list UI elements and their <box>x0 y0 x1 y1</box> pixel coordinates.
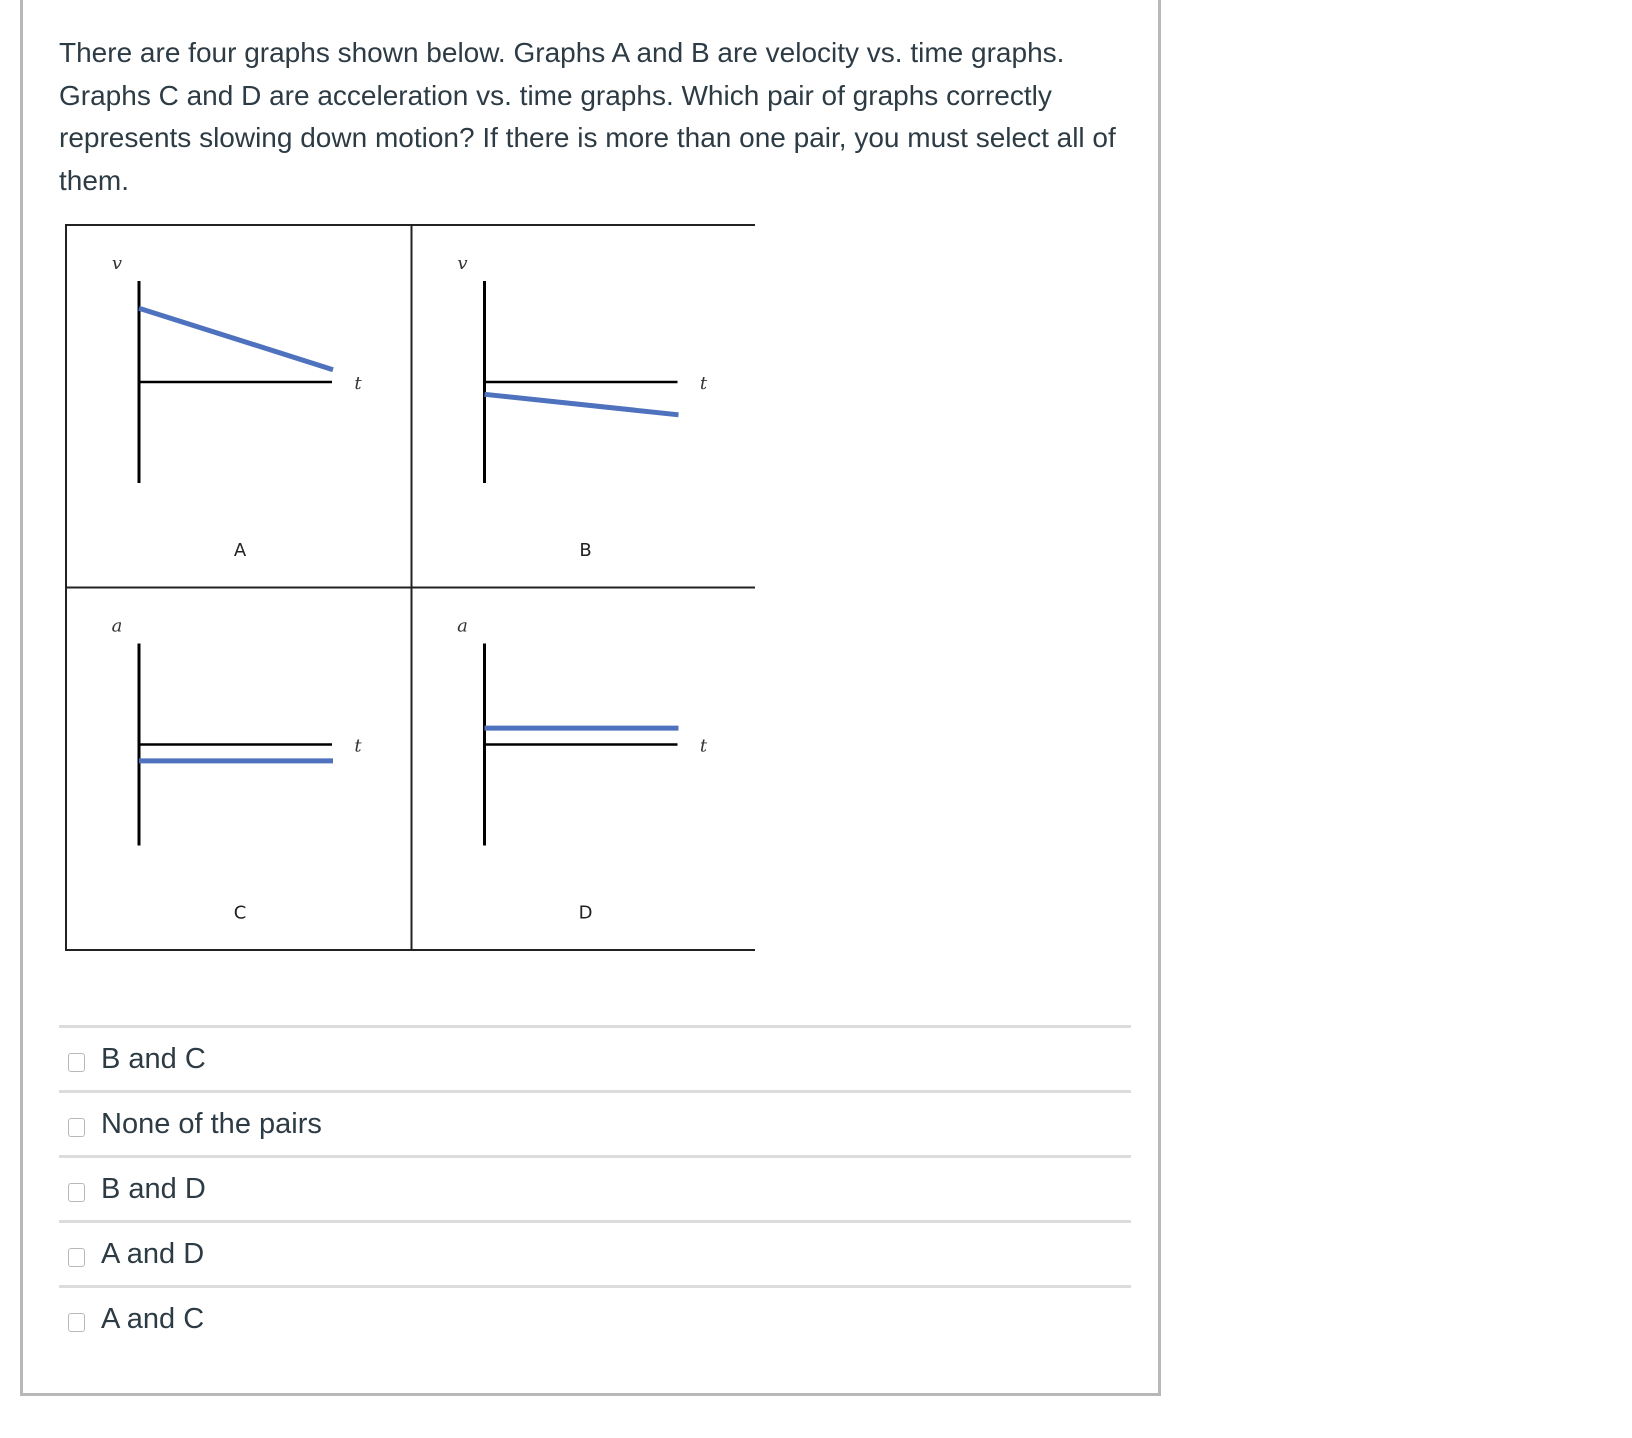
graph-b-caption: B <box>579 540 592 561</box>
answer-list <box>59 1025 1131 1350</box>
answer-label: None of the pairs <box>101 1108 322 1140</box>
graphs-figure <box>65 224 755 951</box>
graph-a-cell <box>66 225 412 588</box>
answer-checkbox[interactable] <box>68 1313 85 1332</box>
answer-label: B and D <box>101 1173 206 1205</box>
answer-option[interactable] <box>59 1090 1131 1155</box>
answer-label: B and C <box>101 1043 206 1075</box>
graph-a-x-label: t <box>354 373 362 394</box>
graph-d-caption: D <box>578 902 593 924</box>
graph-c-y-label: a <box>111 615 123 637</box>
answer-checkbox[interactable] <box>68 1053 85 1072</box>
graph-b-x-label: t <box>699 373 708 394</box>
graph-d-cell <box>412 588 756 951</box>
answer-checkbox[interactable] <box>68 1118 85 1137</box>
answer-label: A and D <box>101 1238 205 1270</box>
question-text: There are four graphs shown below. Graphs A and B are velocity vs. time graphs. Graphs C and D are acceleration vs. time graphs. Which pair of graphs correctly represents slowing down motion? If there is more than one pair, you must select all of them. <box>59 37 1116 196</box>
answer-label: A and C <box>101 1303 205 1335</box>
answer-option[interactable] <box>59 1285 1131 1350</box>
graph-d-x-label: t <box>699 735 708 757</box>
answer-option[interactable] <box>59 1220 1131 1285</box>
question-panel <box>20 0 1161 1396</box>
graph-c-caption: C <box>233 902 247 924</box>
graph-b-y-label: v <box>457 253 468 274</box>
graph-a-caption: A <box>233 540 247 561</box>
answer-option[interactable] <box>59 1155 1131 1220</box>
graph-c-cell <box>66 588 412 951</box>
answer-checkbox[interactable] <box>68 1183 85 1202</box>
answer-checkbox[interactable] <box>68 1248 85 1267</box>
graph-a-y-label: v <box>111 253 123 274</box>
answer-option[interactable] <box>59 1025 1131 1090</box>
graph-c-x-label: t <box>354 735 362 757</box>
graph-d-y-label: a <box>457 615 468 637</box>
graphs-grid <box>65 224 755 951</box>
